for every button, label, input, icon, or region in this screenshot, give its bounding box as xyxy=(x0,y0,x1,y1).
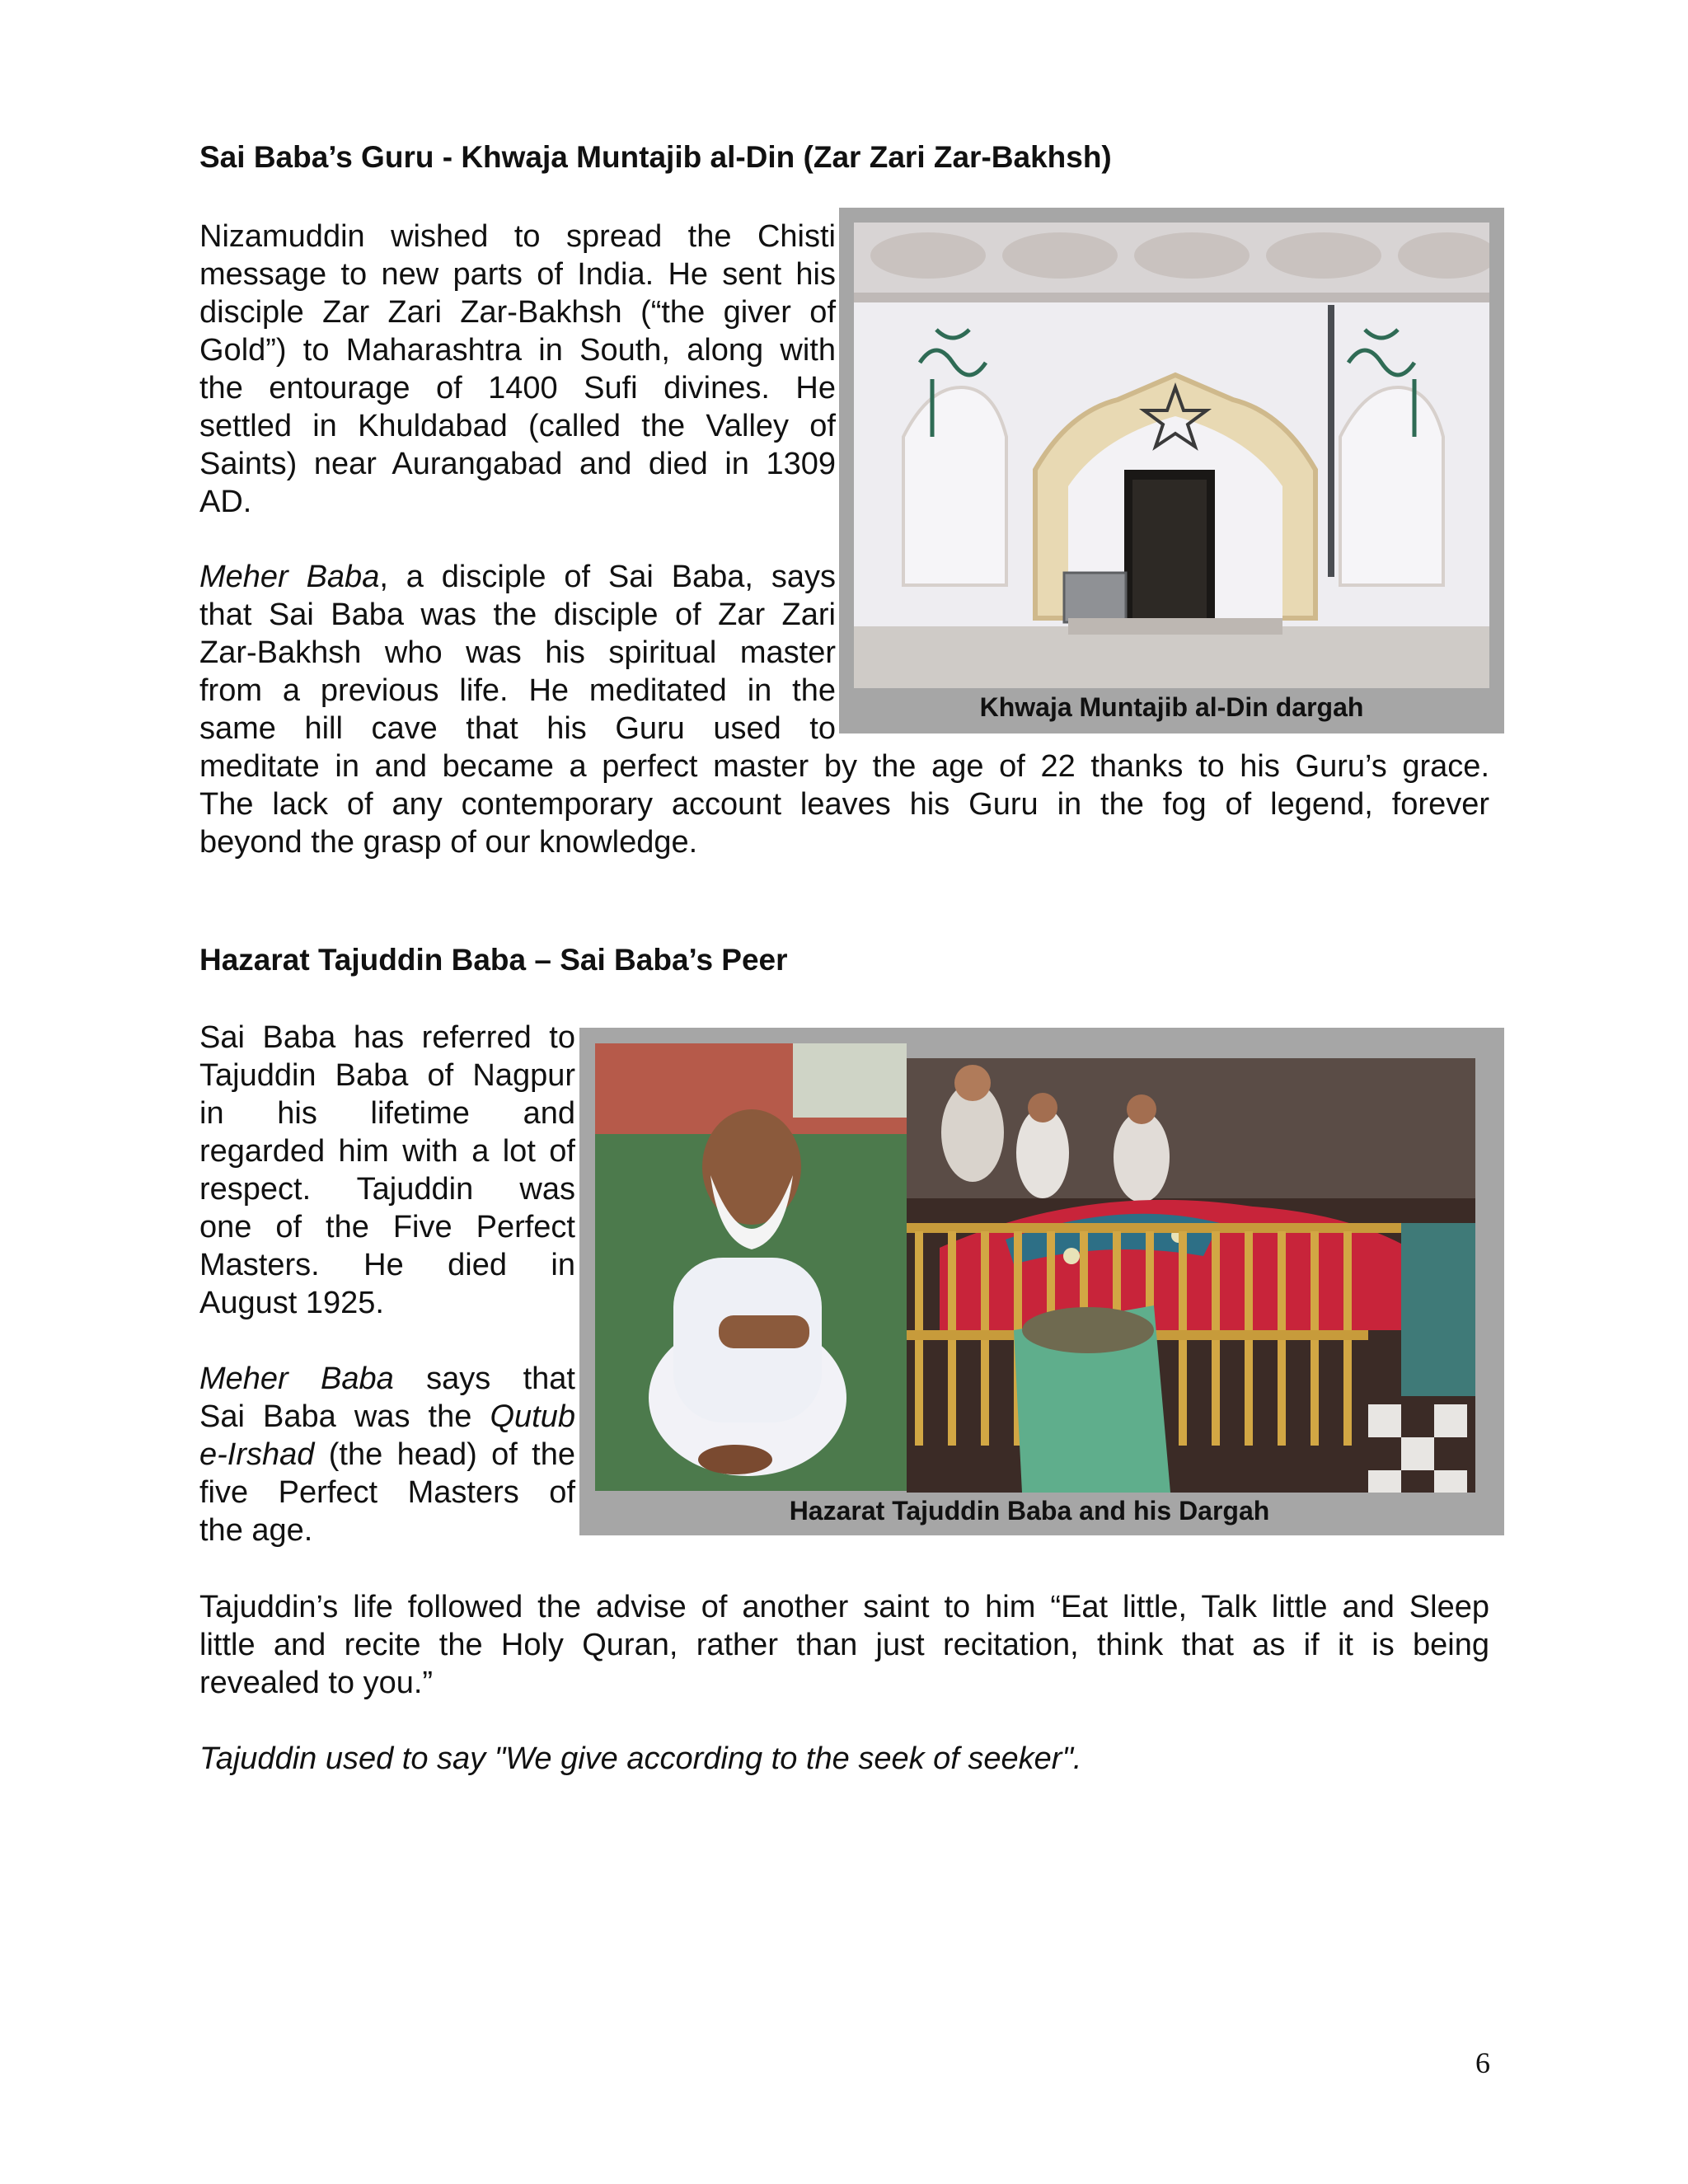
text-line: Sai Baba has referred to xyxy=(199,1020,575,1055)
text-line: beyond the grasp of our knowledge. xyxy=(199,825,698,860)
text-line: Gold”) to Maharashtra in South, along with xyxy=(199,333,836,368)
text-line: AD. xyxy=(199,485,252,519)
text-line: respect. Tajuddin was xyxy=(199,1172,575,1207)
text-line xyxy=(199,1398,575,1436)
section-heading-tajuddin: Hazarat Tajuddin Baba – Sai Baba’s Peer xyxy=(199,943,788,977)
text-line: The lack of any contemporary account leaves his Guru in the fog of legend, forever xyxy=(199,787,1489,822)
paragraph-advise xyxy=(199,1588,1489,1702)
text-span: Sai Baba was the xyxy=(199,1399,490,1434)
italic-term: Qutub xyxy=(490,1399,575,1434)
paragraph-meher-baba xyxy=(199,558,836,748)
paragraph-nizamuddin xyxy=(199,218,836,521)
figure-caption-tajuddin: Hazarat Tajuddin Baba and his Dargah xyxy=(789,1496,1270,1526)
figure-caption-dargah: Khwaja Muntajib al-Din dargah xyxy=(979,692,1364,722)
text-line: Zar-Bakhsh who was his spiritual master xyxy=(199,635,836,670)
text-line: that Sai Baba was the disciple of Zar Zari xyxy=(199,598,836,632)
text-span: says that xyxy=(393,1361,575,1396)
text-line: one of the Five Perfect xyxy=(199,1210,575,1244)
text-line xyxy=(199,1436,575,1474)
text-span: , a disciple of Sai Baba, says xyxy=(379,560,836,594)
paragraph-tajuddin-intro xyxy=(199,1019,575,1322)
text-line: revealed to you.” xyxy=(199,1666,434,1700)
text-line: settled in Khuldabad (called the Valley of xyxy=(199,409,836,443)
paragraph-meher-baba-continued xyxy=(199,748,1489,861)
text-span: (the head) of the xyxy=(314,1437,575,1472)
dargah-photo xyxy=(854,223,1489,688)
tajuddin-quote: Tajuddin used to say "We give according to the seek of seeker". xyxy=(199,1741,1082,1776)
text-line: Masters. He died in xyxy=(199,1248,575,1282)
text-line: from a previous life. He meditated in the xyxy=(199,673,836,708)
text-line: August 1925. xyxy=(199,1286,384,1320)
text-line: regarded him with a lot of xyxy=(199,1134,575,1169)
text-line: the entourage of 1400 Sufi divines. He xyxy=(199,371,836,405)
text-line: in his lifetime and xyxy=(199,1096,575,1131)
figure-dargah xyxy=(839,208,1504,733)
section-heading-guru: Sai Baba’s Guru - Khwaja Muntajib al-Din (Zar Zari Zar-Bakhsh) xyxy=(199,140,1112,174)
text-line: message to new parts of India. He sent his xyxy=(199,257,836,292)
italic-name: Meher Baba xyxy=(199,560,380,594)
text-line: meditate in and became a perfect master by the age of 22 thanks to his Guru’s grace. xyxy=(199,749,1489,784)
page-number: 6 xyxy=(1475,2046,1490,2079)
text-line: Tajuddin Baba of Nagpur xyxy=(199,1058,575,1093)
text-line xyxy=(199,1360,575,1398)
text-line: the age. xyxy=(199,1513,313,1548)
text-line xyxy=(199,558,836,596)
text-line: Nizamuddin wished to spread the Chisti xyxy=(199,219,836,254)
dargah-tomb-photo xyxy=(907,1058,1475,1493)
italic-term: e-Irshad xyxy=(199,1437,315,1472)
text-line: disciple Zar Zari Zar-Bakhsh (“the giver of xyxy=(199,295,836,330)
tajuddin-portrait xyxy=(595,1043,907,1491)
text-line: Saints) near Aurangabad and died in 1309 xyxy=(199,447,836,481)
paragraph-qutub xyxy=(199,1360,575,1549)
text-line: little and recite the Holy Quran, rather than just recitation, think that as if it is being xyxy=(199,1628,1489,1662)
text-line: same hill cave that his Guru used to xyxy=(199,711,836,746)
text-line: five Perfect Masters of xyxy=(199,1475,575,1510)
text-line: Tajuddin’s life followed the advise of another saint to him “Eat little, Talk little and Sleep xyxy=(199,1590,1489,1624)
italic-name: Meher Baba xyxy=(199,1361,394,1396)
figure-tajuddin xyxy=(579,1028,1504,1535)
